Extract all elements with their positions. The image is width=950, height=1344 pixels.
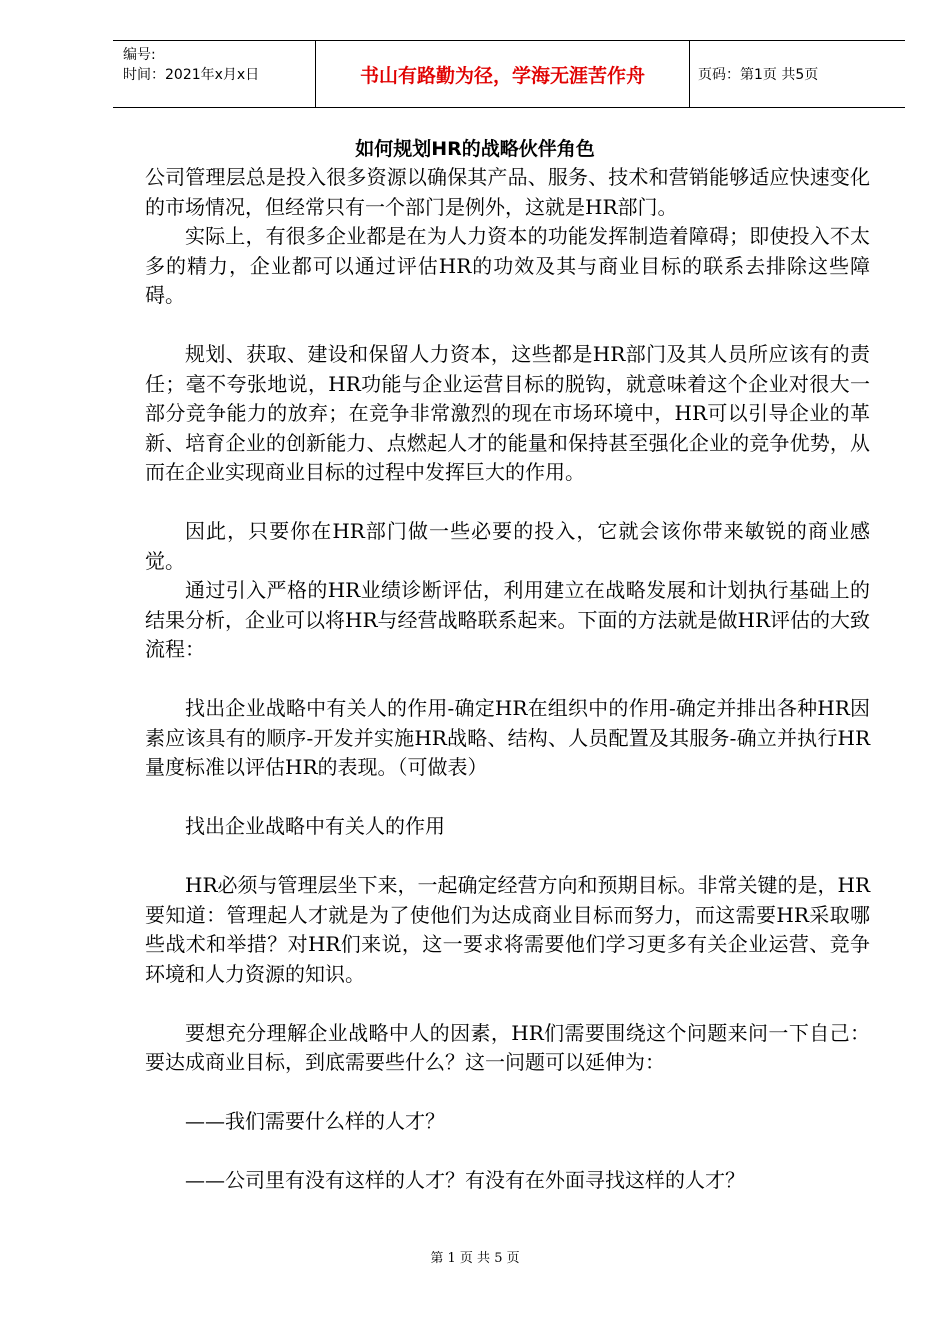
header-motto: 书山有路勤为径，学海无涯苦作舟 [316, 41, 690, 107]
paragraph: 找出企业战略中有关人的作用-确定HR在组织中的作用-确定并排出各种HR因素应该具有的顺序-开发并实施HR战略、结构、人员配置及其服务-确立并执行HR量度标准以评估HR的表现。（可做表） [145, 696, 870, 779]
section-heading: 找出企业战略中有关人的作用 [185, 814, 445, 838]
page-footer: 第 1 页 共 5 页 [430, 1251, 520, 1266]
document-body [145, 163, 870, 1196]
list-item: ——公司里有没有这样的人才？有没有在外面寻找这样的人才？ [185, 1168, 745, 1192]
list-item: ——我们需要什么样的人才？ [185, 1109, 445, 1133]
paragraph: 规划、获取、建设和保留人力资本，这些都是HR部门及其人员所应该有的责任；毫不夸张地说，HR功能与企业运营目标的脱钩，就意味着这个企业对很大一部分竞争能力的放弃；在竞争非常激烈的现在市场环境中，HR可以引导企业的革新、培育企业的创新能力、点燃起人才的能量和保持甚至强化企业的竞争优势，从而在企业实现商业目标的过程中发挥巨大的作用。 [145, 342, 870, 484]
document-title: 如何规划HR的战略伙伴角色 [355, 138, 595, 160]
paragraph: 实际上，有很多企业都是在为人力资本的功能发挥制造着障碍；即使投入不太多的精力，企业都可以通过评估HR的功效及其与商业目标的联系去排除这些障碍。 [145, 224, 870, 307]
document-number-label: 编号: [123, 47, 156, 63]
paragraph: 要想充分理解企业战略中人的因素，HR们需要围绕这个问题来问一下自己：要达成商业目标，到底需要些什么？这一问题可以延伸为： [145, 1020, 870, 1074]
paragraph: 因此，只要你在HR部门做一些必要的投入，它就会该你带来敏锐的商业感觉。 [145, 519, 870, 573]
paragraph: 通过引入严格的HR业绩诊断评估，利用建立在战略发展和计划执行基础上的结果分析，企业可以将HR与经营战略联系起来。下面的方法就是做HR评估的大致流程： [145, 578, 870, 661]
paragraph: HR必须与管理层坐下来，一起确定经营方向和预期目标。非常关键的是，HR要知道：管理起人才就是为了使他们为达成商业目标而努力，而这需要HR采取哪些战术和举措？对HR们来说，这一要求将需要他们学习更多有关企业运营、竞争环境和人力资源的知识。 [145, 873, 870, 986]
header-meta [113, 41, 316, 107]
page-header [113, 40, 905, 108]
paragraph: 公司管理层总是投入很多资源以确保其产品、服务、技术和营销能够适应快速变化的市场情况，但经常只有一个部门是例外，这就是HR部门。 [145, 165, 870, 219]
document-time-label: 时间：2021年x月x日 [123, 67, 260, 83]
header-page-info: 页码：第1页 共5页 [698, 67, 819, 83]
